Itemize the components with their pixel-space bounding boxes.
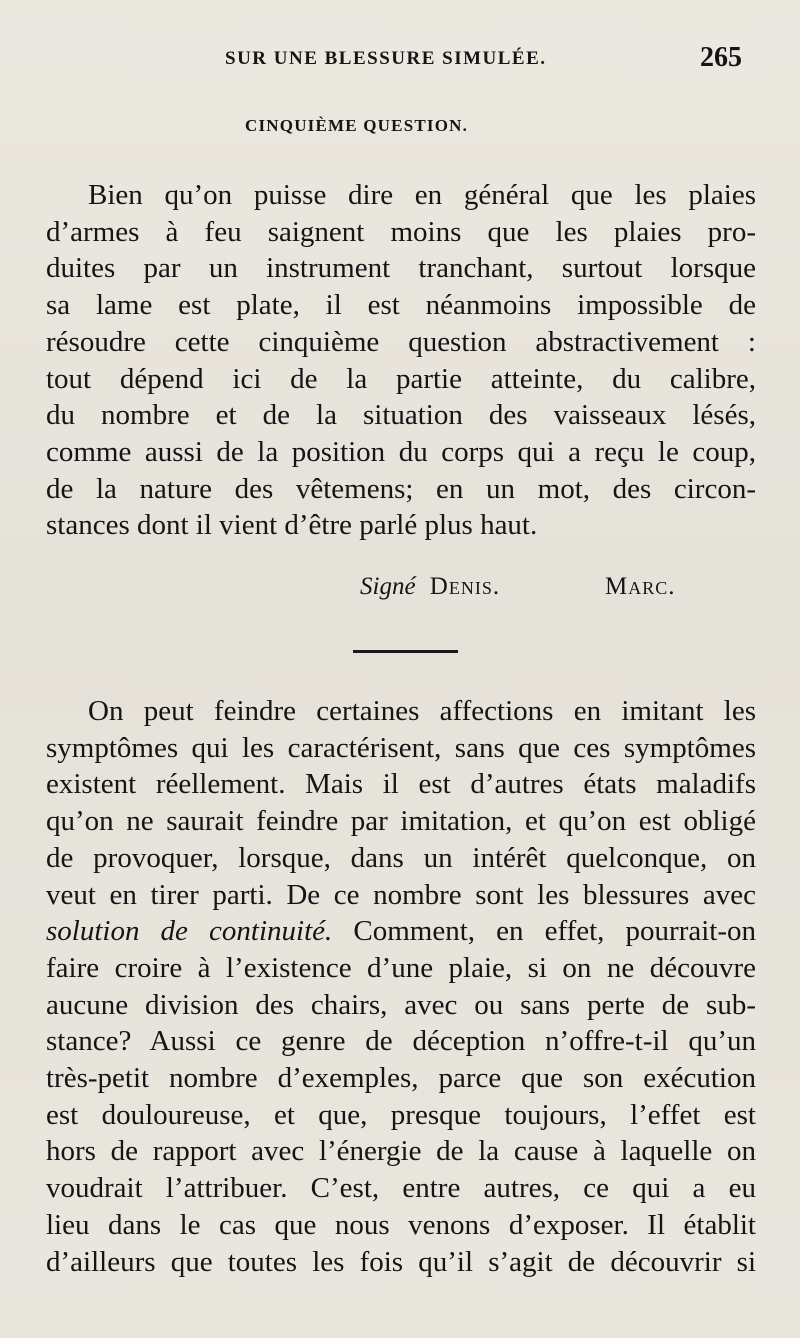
text-line: stance? Aussi ce genre de déception n’offre-t-il qu’un xyxy=(46,1025,756,1058)
running-title: SUR UNE BLESSURE SIMULÉE. xyxy=(225,48,547,69)
page-number: 265 xyxy=(700,42,742,73)
text-line: est douloureuse, et que, presque toujours, l’effet est xyxy=(46,1098,756,1131)
text-line: hors de rapport avec l’énergie de la cause à laquelle on xyxy=(46,1135,756,1168)
italic-phrase: solution de continuité. xyxy=(46,915,333,948)
text-line: de provoquer, lorsque, dans un intérêt quelconque, on xyxy=(46,841,756,874)
section-heading: CINQUIÈME QUESTION. xyxy=(245,116,469,135)
text-line: sa lame est plate, il est néanmoins impossible de xyxy=(46,289,756,322)
text-line: faire croire à l’existence d’une plaie, si on ne découvre xyxy=(46,951,756,984)
text-line: duites par un instrument tranchant, surtout lorsque xyxy=(46,252,756,285)
text-line: existent réellement. Mais il est d’autres états maladifs xyxy=(46,768,756,801)
text-line: Bien qu’on puisse dire en général que les plaies xyxy=(88,179,756,211)
signatory-marc: Marc. xyxy=(605,573,676,600)
text-line: veut en tirer parti. De ce nombre sont les blessures avec xyxy=(46,878,756,911)
signature-line xyxy=(360,573,690,601)
text-line: stances dont il vient d’être parlé plus haut. xyxy=(46,509,538,542)
text-line: comme aussi de la position du corps qui a reçu le coup, xyxy=(46,435,756,468)
text-line: résoudre cette cinquième question abstractivement : xyxy=(46,325,756,358)
text-line: voudrait l’attribuer. C’est, entre autres, ce qui a eu xyxy=(46,1172,756,1205)
signature-label: Signé xyxy=(360,573,416,600)
text-line: d’armes à feu saignent moins que les plaies pro- xyxy=(46,215,756,248)
text-line: aucune division des chairs, avec ou sans perte de sub- xyxy=(46,988,756,1021)
text-line: On peut feindre certaines affections en imitant les xyxy=(88,695,756,727)
page-header xyxy=(0,42,800,78)
text-line: symptômes qui les caractérisent, sans que ces symptômes xyxy=(46,731,756,764)
signatory-denis: Denis. xyxy=(429,573,501,600)
text-line: de la nature des vêtemens; en un mot, des circon- xyxy=(46,472,756,505)
text-line: qu’on ne saurait feindre par imitation, et qu’on est obligé xyxy=(46,805,756,838)
text-line: solution de continuité. Comment, en effet, pourrait-on xyxy=(46,915,756,948)
text-line: tout dépend ici de la partie atteinte, du calibre, xyxy=(46,362,756,395)
text-line: très-petit nombre d’exemples, parce que son exécution xyxy=(46,1062,756,1095)
paragraph-cinquieme-question xyxy=(46,177,756,544)
text-line: du nombre et de la situation des vaisseaux lésés, xyxy=(46,399,756,432)
text-line: d’ailleurs que toutes les fois qu’il s’agit de découvrir si xyxy=(46,1245,756,1278)
paragraph-blessures-simulees xyxy=(46,693,756,1280)
section-divider xyxy=(353,650,458,653)
text-line: lieu dans le cas que nous venons d’exposer. Il établit xyxy=(46,1208,756,1241)
